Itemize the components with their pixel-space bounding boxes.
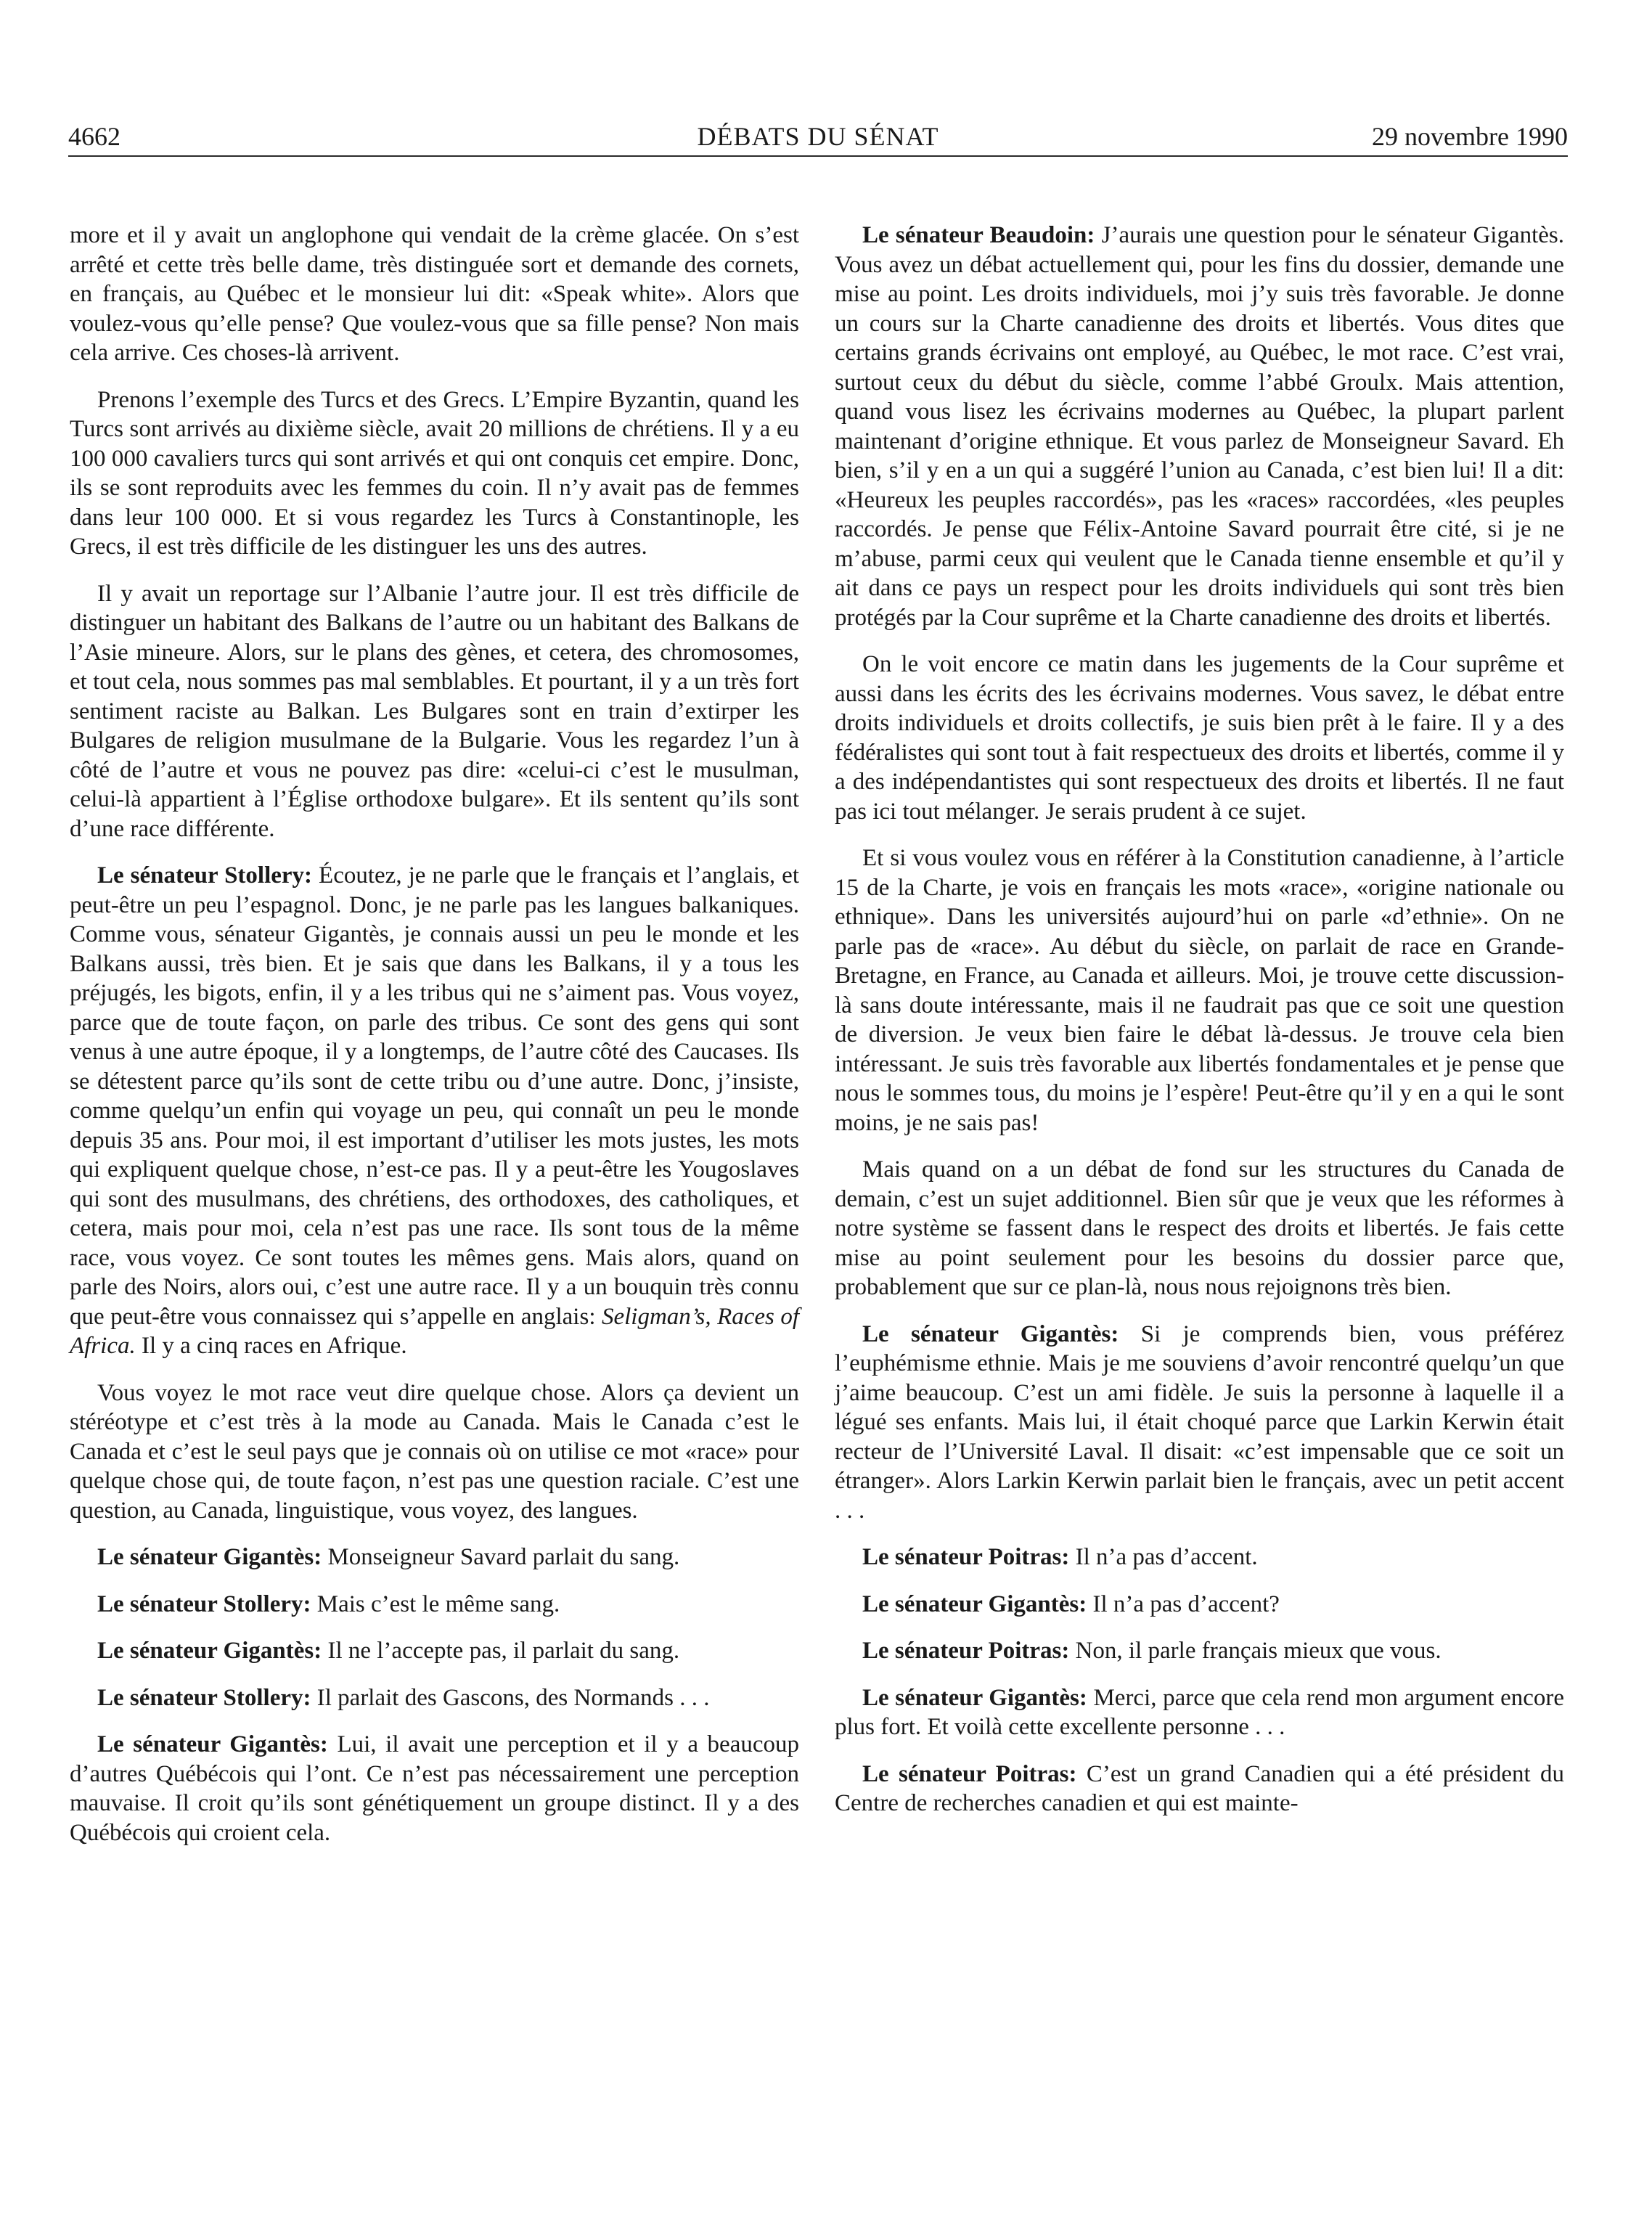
paragraph: On le voit encore ce matin dans les jugements de la Cour suprême et aussi dans les écrits des les écrivains modernes. Vous savez, le débat entre droits individuels et droits collectifs, je suis bien prêt à le faire. Il y a des fédéralistes qui sont tout à fait respectueux des droits et libertés, comme il y a des indépendantistes qui sont respectueux des droits et libertés. Il ne faut pas ici tout mélanger. Je serais prudent à ce sujet. <box>835 651 1564 825</box>
speaker-name: Le sénateur Gigantès: <box>97 1544 322 1570</box>
speaker-name: Le sénateur Poitras: <box>862 1638 1070 1664</box>
speech-paragraph: Le sénateur Gigantès: Lui, il avait une perception et il y a beaucoup d’autres Québécois qui l’ont. Ce n’est pas nécessairement une perception mauvaise. Il croit qu’ils sont génétiquement un groupe distinct. Il y a des Québécois qui croient cela. <box>70 1731 800 1846</box>
right-column <box>835 221 1564 1836</box>
speaker-name: Le sénateur Gigantès: <box>97 1731 328 1757</box>
speaker-name: Le sénateur Poitras: <box>862 1760 1077 1787</box>
page-header <box>68 118 1568 157</box>
speaker-name: Le sénateur Stollery: <box>97 862 313 889</box>
speech-paragraph: Le sénateur Gigantès: Merci, parce que cela rend mon argument encore plus fort. Et voilà cette excellente personne . . . <box>835 1684 1565 1740</box>
speaker-name: Le sénateur Stollery: <box>97 1684 311 1711</box>
speaker-name: Le sénateur Gigantès: <box>862 1590 1087 1617</box>
left-column <box>70 221 799 1865</box>
speech-paragraph: Le sénateur Poitras: Il n’a pas d’accent. <box>862 1544 1258 1570</box>
speaker-name: Le sénateur Stollery: <box>97 1590 311 1617</box>
paragraph: Vous voyez le mot race veut dire quelque chose. Alors ça devient un stéréotype et c’est très à la mode au Canada. Mais le Canada c’est le Canada et c’est le seul pays que je connais où on utilise ce mot «race» pour quelque chose qui, de toute façon, n’est pas une question raciale. C’est une question, au Canada, linguistique, vous voyez, des langues. <box>70 1379 799 1524</box>
speech-paragraph: Le sénateur Gigantès: Il n’a pas d’accent? <box>862 1590 1280 1617</box>
page-number: 4662 <box>68 122 120 151</box>
paragraph: Prenons l’exemple des Turcs et des Grecs. L’Empire Byzantin, quand les Turcs sont arrivés au dixième siècle, avait 20 millions de chrétiens. Il y a eu 100 000 cavaliers turcs qui sont arrivés et qui ont conquis cet empire. Donc, ils se sont reproduits avec les femmes du coin. Il n’y avait pas de femmes dans leur 100 000. Et si vous regardez les Turcs à Constantinople, les Grecs, il est très difficile de les distinguer les uns des autres. <box>70 386 799 560</box>
speech-paragraph: Le sénateur Gigantès: Il ne l’accepte pas, il parlait du sang. <box>97 1638 680 1664</box>
paragraph: Il y avait un reportage sur l’Albanie l’autre jour. Il est très difficile de distinguer un habitant des Balkans de l’autre ou un habitant des Balkans de l’Asie mineure. Alors, sur le plans des gènes, et cetera, des chromosomes, et tout cela, nous sommes pas mal semblables. Et pourtant, il y a un très fort sentiment raciste au Balkan. Les Bulgares sont en train d’extirper les Bulgares de religion musulmane de la Bulgarie. Vous les regardez l’un à côté de l’autre et vous ne pouvez pas dire: «celui-ci c’est le musulman, celui-là appartient à l’Église orthodoxe bulgare». Et ils sentent qu’ils sont d’une race différente. <box>70 580 799 842</box>
publication-date: 29 novembre 1990 <box>1372 122 1568 151</box>
speaker-name: Le sénateur Beaudoin: <box>862 222 1095 248</box>
publication-title: DÉBATS DU SÉNAT <box>697 122 939 151</box>
speech-paragraph: Le sénateur Poitras: Non, il parle français mieux que vous. <box>862 1638 1442 1664</box>
speech-paragraph: Le sénateur Stollery: Il parlait des Gascons, des Normands . . . <box>97 1684 710 1711</box>
speech-paragraph: Le sénateur Stollery: Écoutez, je ne parle que le français et l’anglais, et peut-être un peu l’espagnol. Donc, je ne parle pas les langues balkaniques. Comme vous, sénateur Gigantès, je connais aussi un peu le monde et les Balkans aussi, très bien. Et je sais que dans les Balkans, il y a tous les préjugés, les bigots, enfin, il y a les tribus qui ne s’aiment pas. Vous voyez, parce que de toute façon, on parle des tribus. Ce sont des gens qui sont venus à une autre époque, il y a longtemps, de l’autre côté des Caucases. Ils se détestent parce qu’ils sont de cette tribu ou d’une autre. Donc, j’insiste, comme quelqu’un enfin qui voyage un peu, qui connaît un peu le monde depuis 35 ans. Pour moi, il est important d’utiliser les mots justes, les mots qui expliquent quelque chose, n’est-ce pas. Il y a peut-être les Yougoslaves qui sont des musulmans, des chrétiens, des orthodoxes, des catholiques, et cetera, mais pour moi, cela n’est pas une race. Ils sont tous de la même race, vous voyez. Ce sont toutes les mêmes gens. Mais alors, quand on parle des Noirs, alors oui, c’est une autre race. Il y a un bouquin très connu que peut-être vous connaissez qui s’appelle en anglais: Seligman’s, Races of Africa. Il y a cinq races en Afrique. <box>70 862 799 1359</box>
speaker-name: Le sénateur Gigantès: <box>862 1320 1119 1347</box>
speech-paragraph: Le sénateur Beaudoin: J’aurais une question pour le sénateur Gigantès. Vous avez un débat actuellement qui, pour les fins du dossier, demande une mise au point. Les droits individuels, moi j’y suis très favorable. Je donne un cours sur la Charte canadienne des droits et libertés. Vous dites que certains grands écrivains ont employé, au Québec, le mot race. C’est vrai, surtout ceux du début du siècle, comme l’abbé Groulx. Mais attention, quand vous lisez les écrivains modernes au Québec, la plupart parlent maintenant d’origine ethnique. Et vous parlez de Monseigneur Savard. Eh bien, s’il y en a un qui a suggéré l’union au Canada, c’est bien lui! Il a dit: «Heureux les peuples raccordés», pas les «races» raccordées, «les peuples raccordés. Je pense que Félix-Antoine Savard pourrait être cité, si je ne m’abuse, parmi ceux qui veulent que le Canada tienne ensemble et qu’il y ait dans ce pays un respect pour les droits individuels qui sont très bien protégés par la Cour suprême et la Charte canadienne des droits et libertés. <box>835 222 1565 631</box>
paragraph: more et il y avait un anglophone qui vendait de la crème glacée. On s’est arrêté et cette très belle dame, très distinguée sort et demande des cornets, en français, au Québec et le monsieur lui dit: «Speak white». Alors que voulez-vous qu’elle pense? Que voulez-vous que sa fille pense? Non mais cela arrive. Ces choses-là arrivent. <box>70 222 799 366</box>
speaker-name: Le sénateur Gigantès: <box>97 1638 322 1664</box>
speech-paragraph: Le sénateur Poitras: C’est un grand Canadien qui a été président du Centre de recherches canadien et qui est mainte- <box>835 1760 1565 1816</box>
speech-paragraph: Le sénateur Stollery: Mais c’est le même sang. <box>97 1590 560 1617</box>
speech-paragraph: Le sénateur Gigantès: Si je comprends bien, vous préférez l’euphémisme ethnie. Mais je me souviens d’avoir rencontré quelqu’un que j’aime beaucoup. C’est un ami fidèle. Je suis la personne à laquelle il a légué ses enfants. Mais lui, il était choqué parce que Larkin Kerwin était recteur de l’Université Laval. Il disait: «c’est impensable que ce soit un étranger». Alors Larkin Kerwin parlait bien le français, avec un petit accent . . . <box>835 1320 1564 1524</box>
speaker-name: Le sénateur Gigantès: <box>862 1684 1087 1711</box>
paragraph: Et si vous voulez vous en référer à la Constitution canadienne, à l’article 15 de la Charte, je vois en français les mots «race», «origine nationale ou ethnique». Dans les universités aujourd’hui on parle «d’ethnie». On ne parle pas de «race». Au début du siècle, on parlait de race en Grande-Bretagne, en France, au Canada et ailleurs. Moi, je trouve cette discussion-là sans doute intéressante, mais il ne faudrait pas que ce soit une question de diversion. Je veux bien faire le débat là-dessus. Je trouve cela bien intéressant. Je suis très favorable aux libertés fondamentales et je pense que nous le sommes tous, du moins je l’espère! Peut-être qu’il y en a qui le sont moins, je ne sais pas! <box>835 845 1564 1136</box>
book-title: Seligman’s, Races of Africa. <box>70 1303 799 1359</box>
speech-paragraph: Le sénateur Gigantès: Monseigneur Savard parlait du sang. <box>97 1544 680 1570</box>
speaker-name: Le sénateur Poitras: <box>862 1544 1070 1570</box>
paragraph: Mais quand on a un débat de fond sur les structures du Canada de demain, c’est un sujet additionnel. Bien sûr que je veux que les réformes à notre système se fassent dans le respect des droits et libertés. Je fais cette mise au point seulement pour les besoins du dossier parce que, probablement que sur ce plan-là, nous nous rejoignons très bien. <box>835 1156 1564 1300</box>
